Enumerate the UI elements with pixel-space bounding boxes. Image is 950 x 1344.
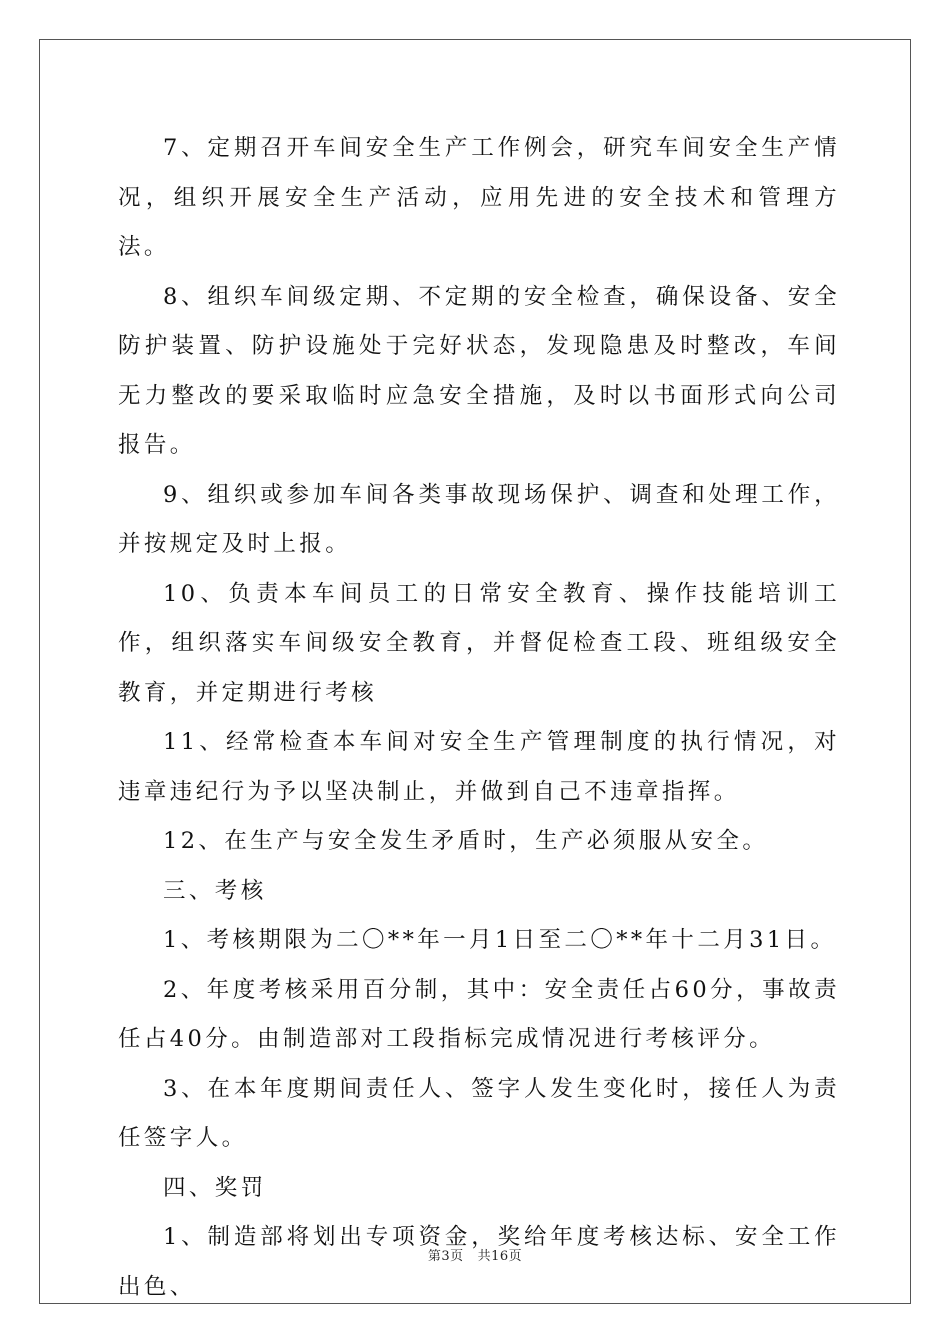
paragraph-8: 8、组织车间级定期、不定期的安全检查，确保设备、安全防护装置、防护设施处于完好状态，发现隐患及时整改，车间无力整改的要采取临时应急安全措施，及时以书面形式向公司报告。 [118, 283, 840, 458]
section-heading-rewards: 四、奖罚 [163, 1174, 267, 1201]
document-body [118, 124, 840, 1312]
page-total: 共16页 [477, 1249, 523, 1264]
assessment-item-1: 1、考核期限为二〇**年一月1日至二〇**年十二月31日。 [163, 927, 837, 953]
section-heading-assessment: 三、考核 [163, 877, 267, 904]
paragraph-12: 12、在生产与安全发生矛盾时，生产必须服从安全。 [163, 828, 769, 854]
page-number: 第3页 [427, 1249, 464, 1264]
assessment-item-3: 3、在本年度期间责任人、签字人发生变化时，接任人为责任签字人。 [118, 1075, 840, 1151]
page-footer [0, 1245, 950, 1264]
assessment-item-2: 2、年度考核采用百分制，其中：安全责任占60分，事故责任占40分。由制造部对工段指标完成情况进行考核评分。 [118, 976, 840, 1052]
paragraph-11: 11、经常检查本车间对安全生产管理制度的执行情况，对违章违纪行为予以坚决制止，并做到自己不违章指挥。 [118, 729, 840, 805]
rewards-item-1: 1、制造部将划出专项资金，奖给年度考核达标、安全工作出色、 [118, 1224, 840, 1300]
paragraph-7: 7、定期召开车间安全生产工作例会，研究车间安全生产情况，组织开展安全生产活动，应用先进的安全技术和管理方法。 [118, 135, 840, 260]
paragraph-10: 10、负责本车间员工的日常安全教育、操作技能培训工作，组织落实车间级安全教育，并督促检查工段、班组级安全教育，并定期进行考核 [118, 580, 840, 706]
paragraph-9: 9、组织或参加车间各类事故现场保护、调查和处理工作，并按规定及时上报。 [118, 481, 840, 557]
